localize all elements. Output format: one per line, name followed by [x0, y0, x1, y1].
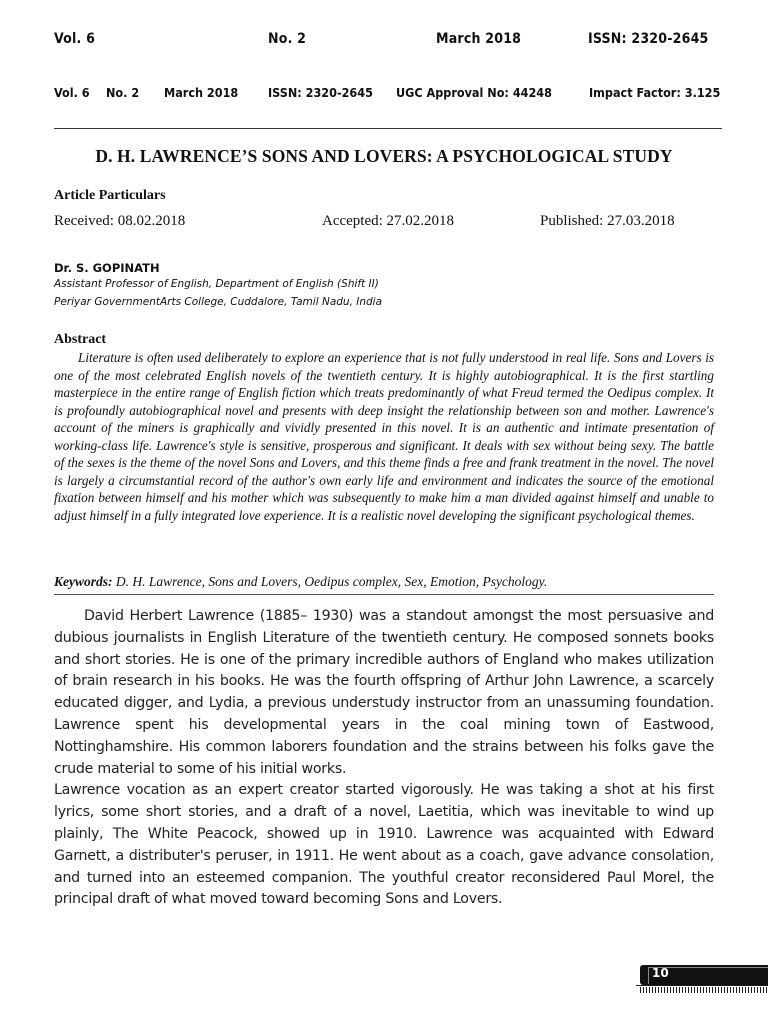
page-footer-ruler	[640, 987, 768, 993]
page-number: 10	[652, 966, 669, 980]
author-name: Dr. S. GOPINATH	[54, 261, 160, 275]
published-date: Published: 27.03.2018	[540, 213, 675, 229]
abstract-divider	[54, 594, 714, 595]
keywords-label: Keywords:	[54, 574, 113, 589]
body-text	[54, 606, 714, 911]
page-footer-line	[636, 985, 768, 986]
keywords	[54, 574, 714, 590]
abstract-text: Literature is often used deliberately to explore an experience that is not fully understood in real life. Sons and Lovers is one of the most celebrated English novels of the twentieth century. It is highly autobiographical. It is the first startling masterpiece in the entire range of English fiction which treats predominantly of what Freud termed the Oedipus complex. It is profoundly autobiographical novel and presents with deep insight the relationship between son and mother. Lawrence's account of the miners is graphically and vividly presented in this novel. It is an authentic and intimate presentation of working-class life. Lawrence's style is sensitive, prosperous and significant. It deals with sex without being sexy. The battle of the sexes is the theme of the novel Sons and Lovers, and this theme finds a free and frank treatment in the novel. The novel is largely a circumstantial record of the author's own early life and environment and indicates the source of the emotional fixation between himself and his mother which was subsequently to make him a man divided against himself and unable to adjust himself in a fully integrated love experience. It is a realistic novel developing the significant psychological themes.	[54, 350, 714, 523]
article-title: D. H. LAWRENCE’S SONS AND LOVERS: A PSYCHOLOGICAL STUDY	[95, 146, 673, 166]
accepted-date: Accepted: 27.02.2018	[322, 213, 455, 229]
keywords-list: D. H. Lawrence, Sons and Lovers, Oedipus complex, Sex, Emotion, Psychology.	[112, 574, 548, 589]
header2-impact-factor: Impact Factor: 3.125	[589, 85, 721, 100]
header-issn: ISSN: 2320-2645	[588, 31, 709, 47]
header2-ugc-approval: UGC Approval No: 44248	[396, 85, 552, 100]
author-affiliation-line1: Assistant Professor of English, Department of English (Shift II)	[54, 278, 379, 290]
header-date: March 2018	[436, 31, 522, 47]
header2-volume: Vol. 6	[54, 85, 90, 100]
header2-issn: ISSN: 2320-2645	[268, 85, 373, 100]
body-paragraph-1: David Herbert Lawrence (1885– 1930) was a standout amongst the most persuasive and dubious journalists in English Literature of the twentieth century. He composed sonnets books and short stories. He is one of the primary incredible authors of England who makes utilization of brain research in his books. He was the fourth offspring of Arthur John Lawrence, a scarcely educated digger, and Lydia, a previous understudy instructor from an unassuming foundation. Lawrence spent his developmental years in the coal mining town of Eastwood, Nottinghamshire. His common laborers foundation and the strains between his folks gave the crude material to some of his initial works.	[54, 608, 714, 777]
received-date: Received: 08.02.2018	[54, 213, 186, 229]
header-volume: Vol. 6	[54, 31, 96, 47]
header-divider	[54, 128, 722, 129]
header2-date: March 2018	[164, 85, 239, 100]
header-issue-number: No. 2	[268, 31, 307, 47]
body-paragraph-2: Lawrence vocation as an expert creator started vigorously. He was taking a shot at his first lyrics, some short stories, and a draft of a novel, Laetitia, which was inevitable to wind up plainly, The White Peacock, showed up in 1910. Lawrence was acquainted with Edward Garnett, a distributer's peruser, in 1911. He went about as a coach, gave advance consolation, and turned into an esteemed companion. The youthful creator reconsidered Paul Morel, the principal draft of what moved toward becoming Sons and Lovers.	[54, 782, 714, 908]
header2-issue-number: No. 2	[106, 85, 140, 100]
article-particulars-label: Article Particulars	[54, 188, 166, 203]
author-affiliation-line2: Periyar GovernmentArts College, Cuddalore, Tamil Nadu, India	[54, 296, 383, 308]
abstract-heading: Abstract	[54, 332, 107, 347]
